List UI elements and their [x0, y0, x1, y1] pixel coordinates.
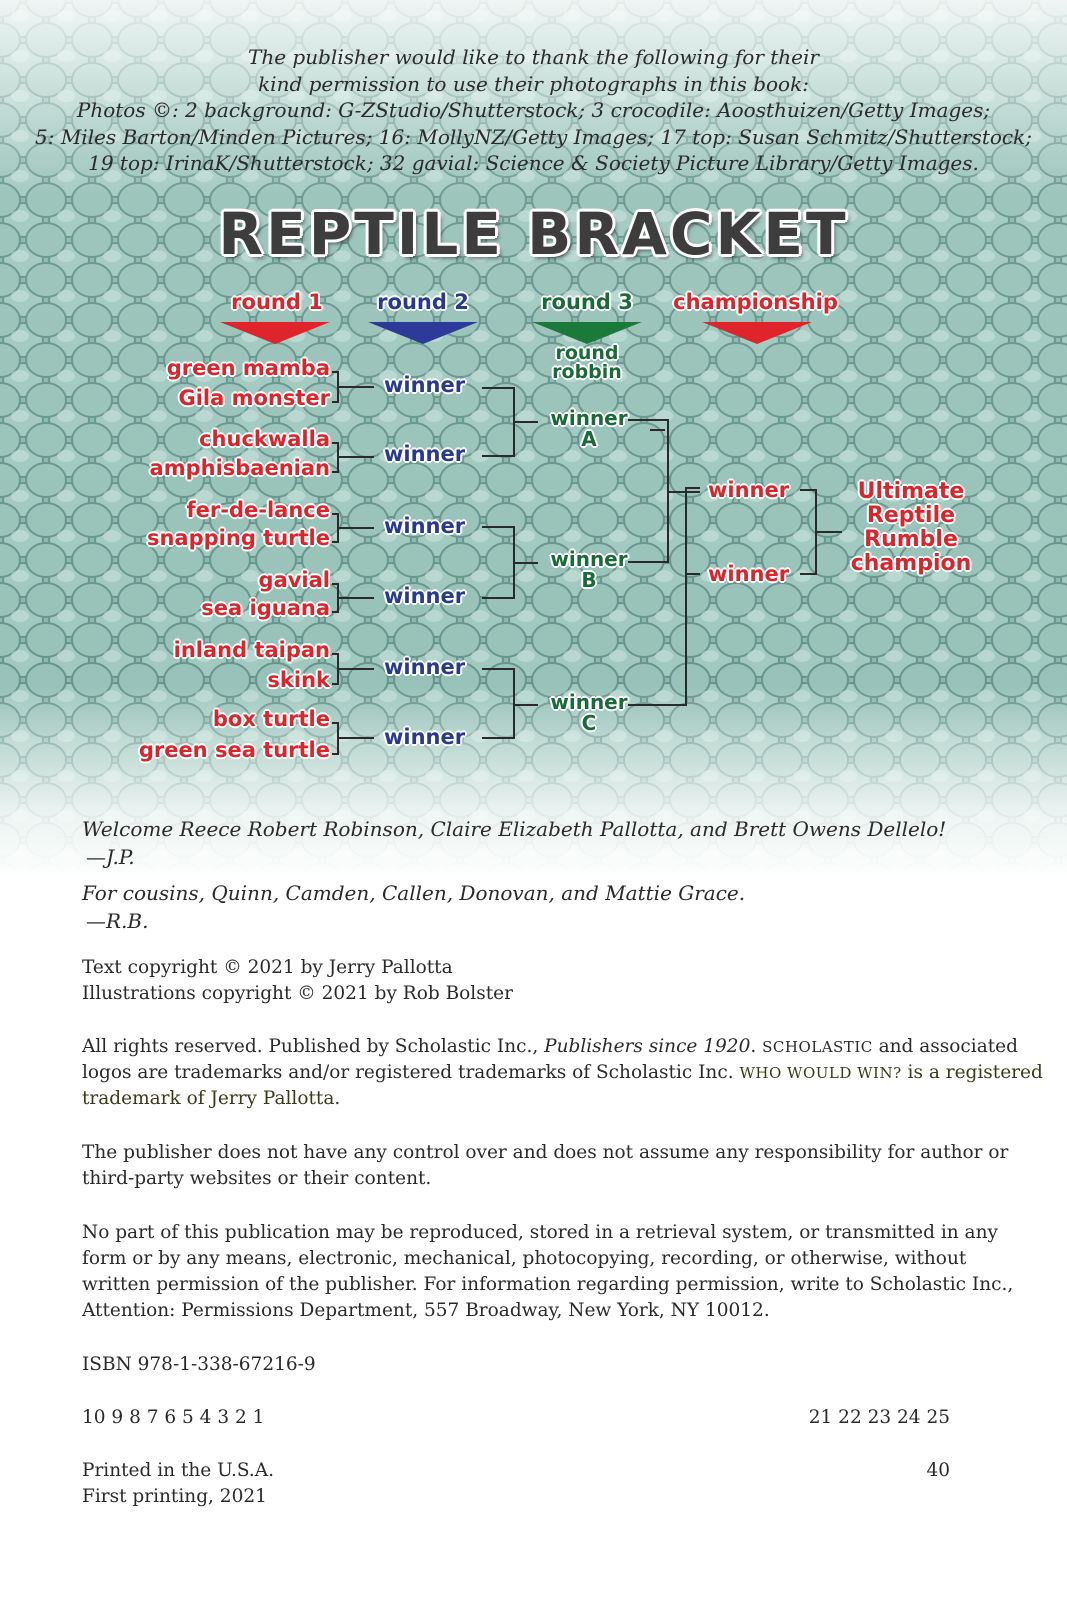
round-robin-line-2: robbin	[552, 361, 622, 383]
header-championship: championship	[673, 290, 838, 314]
credits-line: 19 top: IrinaK/Shutterstock; 32 gavial: Science & Society Picture Library/Getty Images.	[88, 151, 979, 175]
rights-publishers-since: Publishers since 1920	[544, 1036, 751, 1057]
round-3-winner-letter: A	[581, 427, 597, 451]
round-2-winner: winner	[384, 584, 466, 608]
credits-line: Photos ©: 2 background: G-ZStudio/Shutterstock; 3 crocodile: Aoosthuizen/Getty Images;	[76, 98, 991, 122]
reproduction-paragraph	[82, 1220, 1014, 1324]
championship-winner: winner	[708, 478, 790, 502]
rights-text: .	[750, 1036, 763, 1057]
round-2-winner: winner	[384, 442, 466, 466]
rights-paragraph	[82, 1034, 1043, 1112]
round-3-winner-c	[544, 692, 634, 734]
round-3-winner-label: winner	[550, 406, 628, 430]
round-2-winner: winner	[384, 514, 466, 538]
round-2-winner: winner	[384, 725, 466, 749]
championship-winner: winner	[708, 562, 790, 586]
round-3-winner-letter: B	[581, 568, 597, 592]
entrant-amphisbaenian: amphisbaenian	[149, 456, 330, 480]
reproduction-line: form or by any means, electronic, mechanical, photocopying, recording, or otherwise, without	[82, 1248, 967, 1269]
round-3-winner-b	[544, 549, 634, 591]
champion-line: Reptile	[866, 503, 956, 528]
credits-line: kind permission to use their photographs in this book:	[258, 71, 809, 96]
header-round-1: round 1	[231, 290, 323, 314]
champion-line: champion	[850, 551, 972, 576]
champion-line: Rumble	[864, 527, 958, 552]
credits-line: The publisher would like to thank the following for their	[248, 45, 819, 69]
rights-text: and associated	[872, 1036, 1018, 1057]
responsibility-line: third-party websites or their content.	[82, 1168, 432, 1189]
ultimate-champion	[846, 480, 976, 576]
champion-line: Ultimate	[857, 479, 965, 504]
dedication-1: Welcome Reece Robert Robinson, Claire Elizabeth Pallotta, and Brett Owens Dellelo!	[82, 817, 947, 841]
print-line-right: 21 22 23 24 25	[808, 1407, 950, 1428]
first-printing: First printing, 2021	[82, 1486, 267, 1507]
dedication-1-signature: —J.P.	[86, 845, 135, 869]
round-3-winner-letter: C	[581, 711, 597, 735]
entrant-inland-taipan: inland taipan	[173, 638, 330, 662]
credits-line: 5: Miles Barton/Minden Pictures; 16: MollyNZ/Getty Images; 17 top: Susan Schmitz/Shutterstock;	[35, 124, 1032, 149]
text-copyright: Text copyright © 2021 by Jerry Pallotta	[82, 957, 453, 978]
entrant-chuckwalla: chuckwalla	[199, 427, 330, 451]
entrant-green-mamba: green mamba	[166, 356, 330, 380]
round-3-winner-label: winner	[550, 547, 628, 571]
rights-text: is a registered	[901, 1062, 1043, 1083]
header-round-2: round 2	[377, 290, 469, 314]
round-2-winner: winner	[384, 655, 466, 679]
dedication-2: For cousins, Quinn, Camden, Callen, Donovan, and Mattie Grace.	[82, 881, 746, 905]
entrant-sea-iguana: sea iguana	[201, 596, 330, 620]
responsibility-line: The publisher does not have any control over and does not assume any responsibility for author or	[82, 1142, 1009, 1163]
copyright-block	[82, 955, 982, 1007]
reproduction-line: Attention: Permissions Department, 557 Broadway, New York, NY 10012.	[82, 1300, 770, 1321]
print-line-left: 10 9 8 7 6 5 4 3 2 1	[82, 1407, 265, 1428]
responsibility-paragraph	[82, 1140, 1009, 1192]
rights-who-would-win-mark: WHO WOULD WIN?	[739, 1064, 902, 1082]
entrant-snapping-turtle: snapping turtle	[146, 526, 330, 550]
rights-text: All rights reserved. Published by Scholastic Inc.,	[82, 1036, 545, 1057]
entrant-gavial: gavial	[258, 568, 330, 592]
entrant-gila-monster: Gila monster	[178, 386, 330, 410]
round-robin-line-1: round	[555, 342, 619, 364]
rights-text: logos are trademarks and/or registered trademarks of Scholastic Inc.	[82, 1062, 740, 1083]
rights-text: trademark of Jerry Pallotta.	[82, 1088, 341, 1109]
bracket-title: REPTILE BRACKET	[218, 200, 849, 268]
dedication-2-signature: —R.B.	[86, 909, 149, 933]
entrant-box-turtle: box turtle	[212, 707, 330, 731]
reproduction-line: No part of this publication may be reproduced, stored in a retrieval system, or transmitted in any	[82, 1222, 998, 1243]
rights-scholastic-mark: SCHOLASTIC	[762, 1038, 873, 1056]
printed-in: Printed in the U.S.A.	[82, 1460, 275, 1481]
header-round-3: round 3	[541, 290, 633, 314]
reproduction-line: written permission of the publisher. For information regarding permission, write to Scholastic Inc.,	[82, 1274, 1014, 1295]
page-code: 40	[926, 1460, 950, 1481]
round-3-winner-a	[544, 408, 634, 450]
round-2-winner: winner	[384, 373, 466, 397]
entrant-fer-de-lance: fer-de-lance	[186, 498, 330, 522]
entrant-green-sea-turtle: green sea turtle	[138, 738, 330, 762]
round-3-winner-label: winner	[550, 690, 628, 714]
round-robin-label	[532, 344, 642, 382]
isbn: ISBN 978-1-338-67216-9	[82, 1354, 316, 1375]
illustrations-copyright: Illustrations copyright © 2021 by Rob Bolster	[82, 983, 513, 1004]
entrant-skink: skink	[267, 668, 330, 692]
